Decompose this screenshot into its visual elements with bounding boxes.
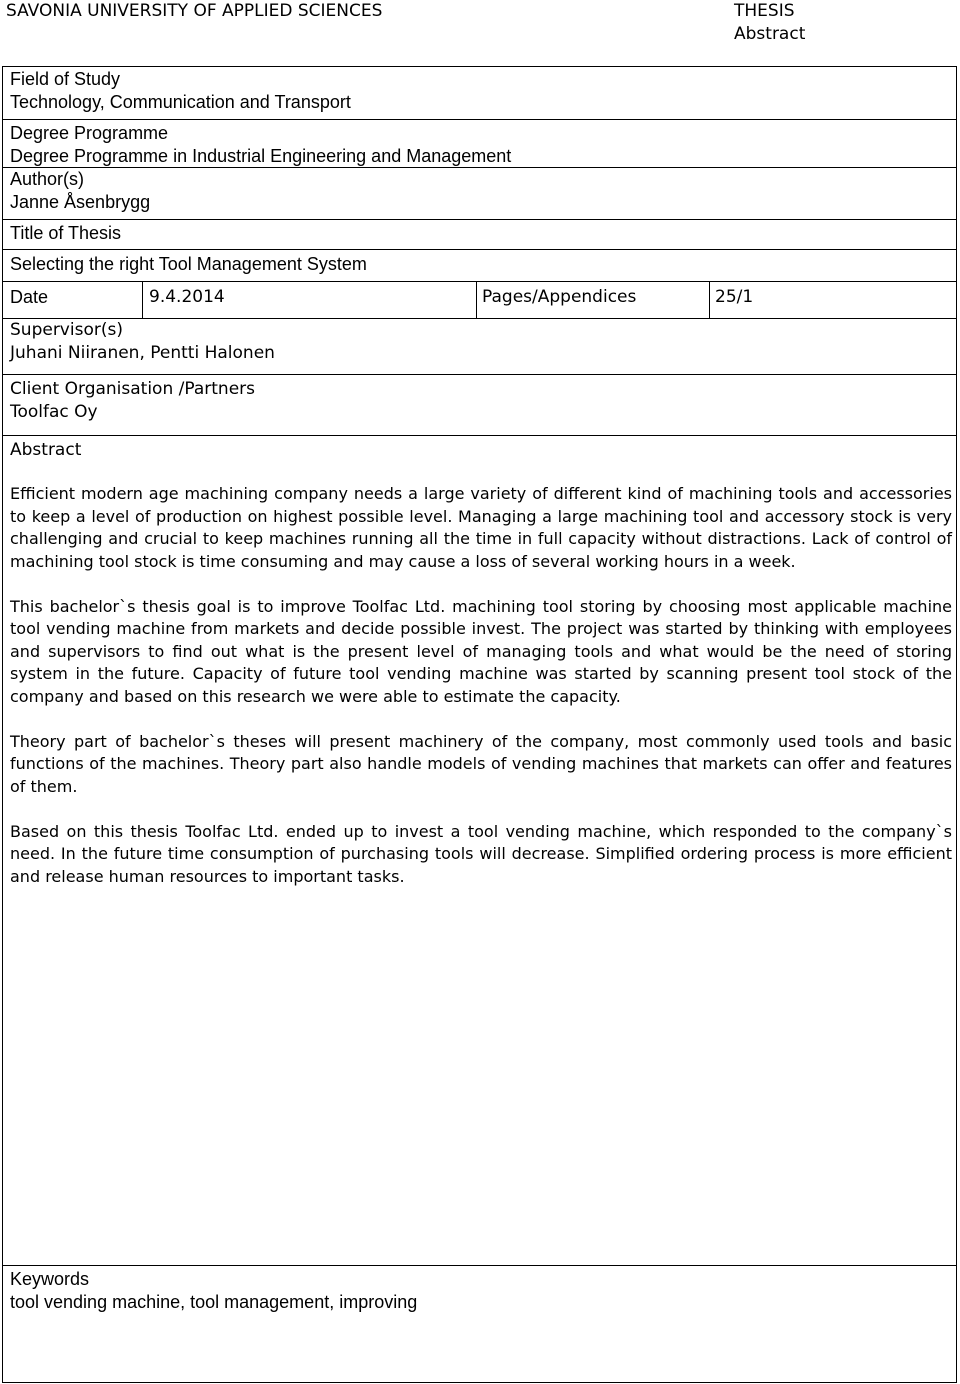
authors-label: Author(s) bbox=[10, 169, 85, 189]
document-subtype-label: Abstract bbox=[734, 24, 806, 44]
document-type bbox=[734, 0, 805, 46]
supervisors-label: Supervisor(s) bbox=[10, 320, 123, 340]
keywords-label: Keywords bbox=[10, 1269, 90, 1289]
pages-value: 25/1 bbox=[715, 287, 754, 307]
date-value: 9.4.2014 bbox=[149, 287, 225, 307]
divider bbox=[3, 435, 956, 436]
university-name: SAVONIA UNIVERSITY OF APPLIED SCIENCES bbox=[6, 1, 383, 21]
divider bbox=[3, 318, 956, 319]
degree-programme-label: Degree Programme bbox=[10, 123, 169, 143]
degree-programme-value: Degree Programme in Industrial Engineering and Management bbox=[10, 146, 512, 166]
date-label: Date bbox=[10, 287, 49, 307]
divider bbox=[3, 374, 956, 375]
field-of-study-label: Field of Study bbox=[10, 69, 121, 89]
abstract-paragraph: Theory part of bachelor`s theses will present machinery of the company, most commonly used tools and basic functions of the machines. Theory part also handle models of vending machines that markets can offer and features of them. bbox=[10, 731, 952, 796]
client-label: Client Organisation /Partners bbox=[10, 379, 256, 399]
divider bbox=[3, 167, 956, 168]
abstract-body bbox=[10, 483, 952, 911]
field-of-study-value: Technology, Communication and Transport bbox=[10, 92, 351, 112]
abstract-paragraph: Based on this thesis Toolfac Ltd. ended up to invest a tool vending machine, which responded to the company`s need. In the future time consumption of purchasing tools will decrease. Simplified ordering process is more efficient and release human resources to important tasks. bbox=[10, 821, 952, 886]
divider bbox=[3, 219, 956, 220]
divider bbox=[3, 281, 956, 282]
client-value: Toolfac Oy bbox=[10, 402, 98, 422]
column-divider bbox=[476, 281, 477, 318]
column-divider bbox=[142, 281, 143, 318]
title-of-thesis-value: Selecting the right Tool Management System bbox=[10, 254, 367, 274]
abstract-label: Abstract bbox=[10, 440, 82, 460]
divider bbox=[3, 249, 956, 250]
abstract-paragraph: This bachelor`s thesis goal is to improve Toolfac Ltd. machining tool storing by choosing most applicable machine tool vending machine from markets and decide possible invest. The project was started by thinking with employees and supervisors to find out what is the present level of managing tools and what would be the need of storing system in the future. Capacity of future tool vending machine was started by scanning present tool stock of the company and based on this research we were able to estimate the capacity. bbox=[10, 596, 952, 706]
title-of-thesis-label: Title of Thesis bbox=[10, 223, 122, 243]
divider bbox=[3, 1265, 956, 1266]
abstract-paragraph: Efficient modern age machining company needs a large variety of different kind of machining tools and accessories to keep a level of production on highest possible level. Managing a large machining tool and accessory stock is very challenging and crucial to keep machines running all the time in full capacity without distractions. Lack of control of machining tool stock is time consuming and may cause a loss of several working hours in a week. bbox=[10, 484, 952, 571]
pages-label: Pages/Appendices bbox=[482, 287, 637, 307]
supervisors-value: Juhani Niiranen, Pentti Halonen bbox=[10, 343, 275, 363]
keywords-value: tool vending machine, tool management, improving bbox=[10, 1292, 418, 1312]
document-type-label: THESIS bbox=[734, 1, 795, 21]
thesis-form bbox=[2, 66, 957, 1383]
column-divider bbox=[709, 281, 710, 318]
divider bbox=[3, 119, 956, 120]
authors-value: Janne Åsenbrygg bbox=[10, 192, 151, 212]
